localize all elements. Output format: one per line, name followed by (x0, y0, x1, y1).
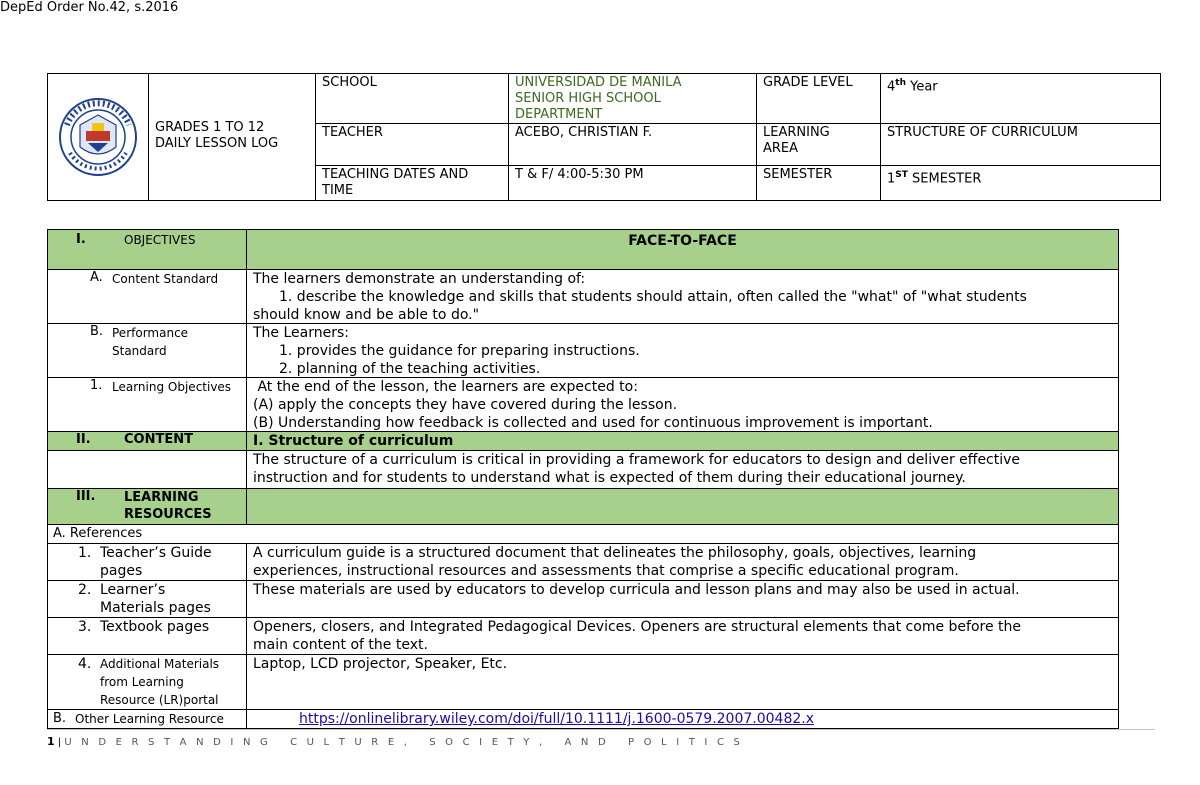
additional-materials-label-line-1: Additional Materials (100, 657, 220, 671)
content-description-line-2: instruction and for students to understand what is expected of them during their educational journey. (253, 470, 966, 486)
objectives-label: OBJECTIVES (124, 233, 196, 247)
school-value-line-3: DEPARTMENT (515, 107, 603, 122)
grade-sup: th (895, 78, 906, 88)
other-resource-label: Other Learning Resource (75, 712, 224, 726)
content-standard-line-2: 1. describe the knowledge and skills that students should attain, often called the "what" of "what students (279, 289, 1027, 305)
textbook-num: 3. (78, 619, 92, 635)
title-cell (149, 74, 316, 200)
learning-objectives-line-1: At the end of the lesson, the learners are expected to: (253, 379, 638, 395)
content-label: CONTENT (124, 432, 193, 447)
content-standard-line-3: should know and be able to do." (253, 307, 480, 323)
school-label-cell (316, 74, 509, 124)
teacher-label: TEACHER (322, 125, 383, 140)
learners-materials-num: 2. (78, 582, 92, 598)
content-num: II. (76, 432, 91, 447)
content-standard-line-1: The learners demonstrate an understanding of: (253, 271, 586, 287)
performance-line-2: 1. provides the guidance for preparing instructions. (279, 343, 640, 359)
area-label-cell (757, 124, 881, 166)
textbook-row (47, 618, 1119, 655)
performance-label-line-1: Performance (112, 326, 189, 340)
additional-materials-line-1: Laptop, LCD projector, Speaker, Etc. (253, 656, 508, 672)
teachers-guide-num: 1. (78, 545, 92, 561)
performance-line-3: 2. planning of the teaching activities. (279, 361, 541, 377)
learning-resources-label-line-2: RESOURCES (124, 507, 212, 522)
teachers-guide-line-2: experiences, instructional resources and assessments that comprise a specific educational program. (253, 563, 959, 579)
learning-resources-value-cell (246, 489, 1119, 525)
grade-label-cell (757, 74, 881, 124)
performance-label-cell (47, 324, 246, 378)
textbook-label: Textbook pages (100, 619, 210, 635)
learning-objectives-line-3: (B) Understanding how feedback is collected and used for continuous improvement is important. (253, 415, 933, 431)
teacher-label-cell (316, 124, 509, 166)
learners-materials-label-line-1: Learner’s (100, 582, 166, 598)
school-value-cell (509, 74, 757, 124)
content-description-row (47, 451, 1119, 489)
title-line-1: GRADES 1 TO 12 (155, 120, 265, 135)
additional-materials-label-cell (47, 655, 246, 710)
learning-objectives-num: 1. (90, 378, 103, 393)
teachers-guide-line-1: A curriculum guide is a structured document that delineates the philosophy, goals, objectives, learning (253, 545, 977, 561)
page-footer (47, 729, 1155, 749)
other-resource-link[interactable]: https://onlinelibrary.wiley.com/doi/full/10.1111/j.1600-0579.2007.00482.x (299, 711, 814, 727)
objectives-cell (47, 230, 246, 270)
content-title: I. Structure of curriculum (253, 433, 454, 449)
dates-value-cell (509, 166, 757, 200)
content-description-cell (246, 451, 1119, 489)
learning-objectives-row (47, 378, 1119, 432)
content-standard-label: Content Standard (112, 272, 219, 286)
additional-materials-text-cell (246, 655, 1119, 710)
school-value-line-2: SENIOR HIGH SCHOOL (515, 91, 661, 106)
footer-separator: | (54, 737, 65, 748)
learners-materials-label-line-2: Materials pages (100, 600, 211, 616)
references-row (47, 525, 1119, 544)
learning-resources-header-row (47, 489, 1119, 525)
semester-label-cell (757, 166, 881, 200)
textbook-label-cell (47, 618, 246, 655)
references-label: A. References (53, 526, 143, 541)
content-title-cell (246, 432, 1119, 451)
dates-value: T & F/ 4:00-5:30 PM (515, 167, 644, 182)
area-label-line-1: LEARNING (763, 125, 830, 140)
learning-resources-num: III. (76, 489, 96, 504)
lesson-table (47, 229, 1119, 727)
face-to-face-heading: FACE-TO-FACE (628, 233, 737, 249)
grade-value-cell (881, 74, 1161, 124)
learners-materials-row (47, 581, 1119, 618)
learning-resources-label-line-1: LEARNING (124, 490, 199, 505)
additional-materials-label-line-2: from Learning (100, 675, 184, 689)
content-description-line-1: The structure of a curriculum is critical in providing a framework for educators to design and deliver effective (253, 452, 1021, 468)
learning-objectives-line-2: (A) apply the concepts they have covered during the lesson. (253, 397, 678, 413)
content-standard-letter: A. (90, 270, 103, 285)
additional-materials-row (47, 655, 1119, 710)
performance-standard-row (47, 324, 1119, 378)
textbook-line-2: main content of the text. (253, 637, 428, 653)
semester-sup: ST (895, 170, 908, 180)
teachers-guide-text-cell (246, 544, 1119, 581)
additional-materials-num: 4. (78, 656, 92, 672)
additional-materials-label-line-3: Resource (LR)portal (100, 693, 219, 707)
learning-objectives-label-cell (47, 378, 246, 432)
other-resource-link-cell (246, 710, 1119, 729)
lesson-log-header (47, 73, 1161, 201)
grade-number: 4 (887, 79, 896, 95)
dates-label-line-1: TEACHING DATES AND (322, 167, 469, 182)
learners-materials-text-cell (246, 581, 1119, 618)
learning-objectives-label: Learning Objectives (112, 380, 232, 394)
content-description-label-cell (47, 451, 246, 489)
performance-label-line-2: Standard (112, 344, 167, 358)
dates-label-line-2: TIME (322, 183, 354, 198)
dates-label-cell (316, 166, 509, 200)
learners-materials-label-cell (47, 581, 246, 618)
semester-number: 1 (887, 171, 896, 187)
logo-cell (48, 74, 149, 200)
area-label-line-2: AREA (763, 141, 799, 156)
deped-order-text: DepEd Order No.42, s.2016 (0, 0, 179, 15)
learning-objectives-text-cell (246, 378, 1119, 432)
objectives-num: I. (76, 232, 86, 247)
textbook-text-cell (246, 618, 1119, 655)
other-resource-row (47, 710, 1119, 729)
grade-label: GRADE LEVEL (763, 75, 853, 90)
other-resource-label-cell (47, 710, 246, 729)
deped-seal-icon (58, 97, 138, 177)
area-value: STRUCTURE OF CURRICULUM (887, 125, 1078, 140)
footer-subject: U N D E R S T A N D I N G C U L T U R E , S O C I E T Y , A N D P O L I T I C S (64, 737, 744, 748)
teachers-guide-row (47, 544, 1119, 581)
other-resource-letter: B. (53, 711, 67, 726)
face-to-face-cell (246, 230, 1119, 270)
area-value-cell (881, 124, 1161, 166)
teacher-value-cell (509, 124, 757, 166)
performance-letter: B. (90, 324, 104, 339)
performance-text-cell (246, 324, 1119, 378)
grade-suffix: Year (906, 79, 938, 95)
teachers-guide-label-cell (47, 544, 246, 581)
content-standard-label-cell (47, 270, 246, 324)
content-num-cell (47, 432, 246, 451)
title-line-2: DAILY LESSON LOG (155, 136, 279, 151)
learners-materials-line-1: These materials are used by educators to develop curricula and lesson plans and may also be used in actual. (253, 582, 1020, 598)
content-header-row (47, 432, 1119, 451)
objectives-header-row (47, 230, 1119, 270)
learning-resources-label-cell (47, 489, 246, 525)
content-standard-text-cell (246, 270, 1119, 324)
semester-label: SEMESTER (763, 167, 833, 182)
teachers-guide-label-line-1: Teacher’s Guide (100, 545, 212, 561)
teacher-value: ACEBO, CHRISTIAN F. (515, 125, 653, 140)
teachers-guide-label-line-2: pages (100, 563, 143, 579)
semester-value-cell (881, 166, 1161, 200)
textbook-line-1: Openers, closers, and Integrated Pedagogical Devices. Openers are structural elements that come before the (253, 619, 1022, 635)
school-label: SCHOOL (322, 75, 377, 90)
page-number: 1 (47, 735, 55, 748)
performance-line-1: The Learners: (253, 325, 349, 341)
content-standard-row (47, 270, 1119, 324)
semester-suffix: SEMESTER (907, 171, 982, 187)
school-value-line-1: UNIVERSIDAD DE MANILA (515, 75, 682, 90)
